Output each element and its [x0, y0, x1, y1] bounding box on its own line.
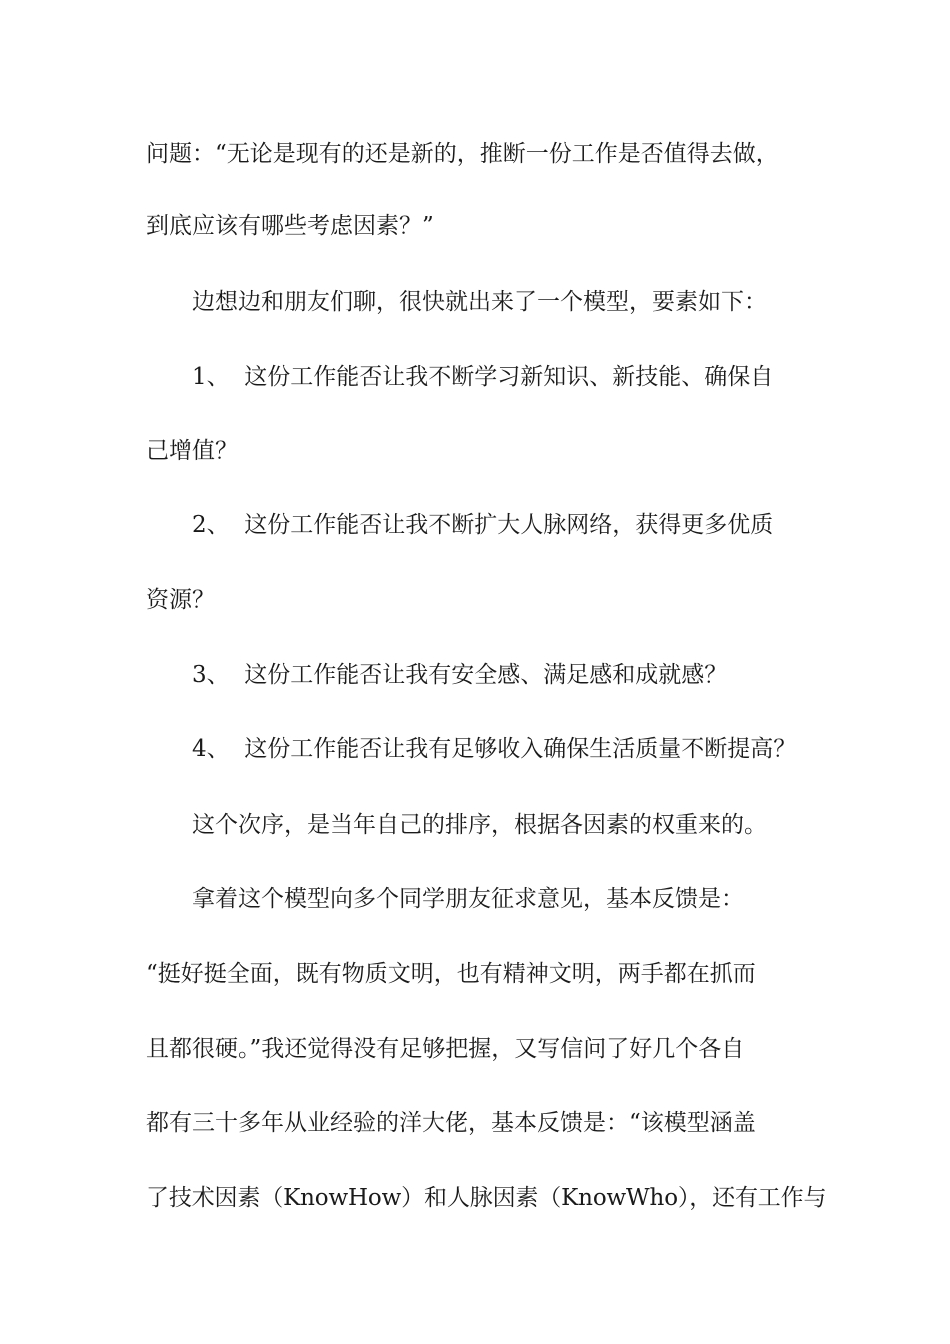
- list-item-1-line-1: 1、 这份工作能否让我不断学习新知识、新技能、确保自: [192, 364, 774, 390]
- text-line-14: 都有三十多年从业经验的洋大佬，基本反馈是：“该模型涵盖: [146, 1110, 756, 1136]
- text-line-11: 拿着这个模型向多个同学朋友征求意见，基本反馈是：: [192, 886, 744, 912]
- text-line-2: 到底应该有哪些考虑因素？”: [146, 213, 434, 239]
- list-item-2-line-2: 资源？: [146, 587, 215, 613]
- text-line-10: 这个次序，是当年自己的排序，根据各因素的权重来的。: [192, 812, 767, 838]
- list-item-2-line-1: 2、 这份工作能否让我不断扩大人脉网络，获得更多优质: [192, 512, 774, 538]
- text-line-15: 了技术因素（KnowHow）和人脉因素（KnowWho），还有工作与: [146, 1185, 827, 1211]
- list-item-3: 3、 这份工作能否让我有安全感、满足感和成就感？: [192, 662, 728, 688]
- list-item-1-line-2: 己增值？: [146, 438, 238, 464]
- list-item-4: 4、 这份工作能否让我有足够收入确保生活质量不断提高？: [192, 736, 797, 762]
- text-line-1: 问题：“无论是现有的还是新的，推断一份工作是否值得去做，: [146, 141, 779, 167]
- text-line-3: 边想边和朋友们聊，很快就出来了一个模型，要素如下：: [192, 289, 767, 315]
- text-line-13: 且都很硬。”我还觉得没有足够把握，又写信问了好几个各自: [146, 1036, 745, 1062]
- text-line-12: “挺好挺全面，既有物质文明，也有精神文明，两手都在抓而: [146, 961, 756, 987]
